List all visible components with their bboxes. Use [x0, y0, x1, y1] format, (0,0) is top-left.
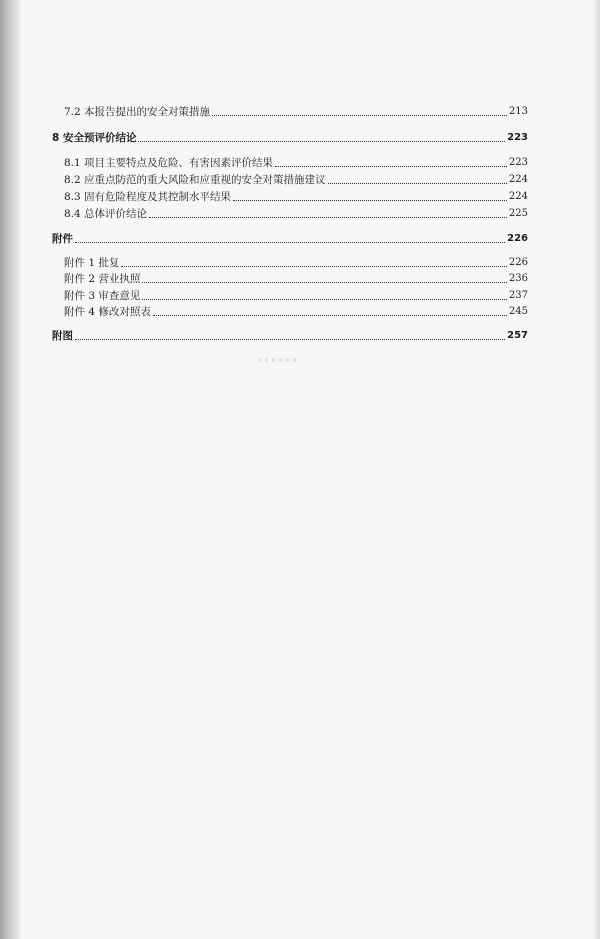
toc-entry-appendix-1[interactable]	[64, 256, 528, 270]
toc-entry-label: 8.1 项目主要特点及危险、有害因素评价结果	[64, 157, 274, 169]
toc-entry-8[interactable]	[52, 131, 528, 145]
toc-entry-label: 附件 3 审查意见	[64, 290, 141, 302]
toc-entry-8-4[interactable]	[64, 207, 528, 221]
dot-leader	[75, 242, 505, 243]
toc-entry-8-1[interactable]	[64, 156, 528, 170]
toc-entry-page: 236	[508, 273, 528, 284]
scan-edge-shadow	[0, 0, 22, 939]
toc-entry-label: 8.3 固有危险程度及其控制水平结果	[64, 191, 232, 203]
toc-entry-appendix-4[interactable]	[64, 305, 528, 319]
toc-entry-8-3[interactable]	[64, 190, 528, 204]
dot-leader	[138, 141, 505, 142]
dot-leader	[121, 266, 507, 267]
toc-entry-label: 8.2 应重点防范的重大风险和应重视的安全对策措施建议	[64, 174, 326, 186]
dot-leader	[153, 315, 507, 316]
toc-entry-page: 226	[508, 257, 528, 268]
toc-entry-page: 223	[508, 157, 528, 168]
toc-entry-page: 213	[508, 106, 528, 117]
dot-leader	[142, 299, 507, 300]
dot-leader	[233, 200, 507, 201]
dot-leader	[212, 115, 507, 116]
toc-entry-page: 225	[508, 208, 528, 219]
toc-entry-8-2[interactable]	[64, 173, 528, 187]
toc-entry-appendix-2[interactable]	[64, 272, 528, 286]
dot-leader	[275, 166, 507, 167]
toc-entry-page: 245	[508, 306, 528, 317]
toc-entry-label: 附图	[52, 330, 73, 342]
dot-leader	[149, 217, 507, 218]
toc-entry-page: 224	[508, 174, 528, 185]
faint-scan-mark	[258, 358, 298, 362]
toc-entry-label: 附件 1 批复	[64, 257, 120, 269]
dot-leader	[75, 339, 505, 340]
toc-entry-figures[interactable]	[52, 329, 528, 343]
dot-leader	[328, 183, 507, 184]
toc-entry-page: 257	[507, 330, 528, 341]
table-of-contents	[52, 0, 528, 939]
dot-leader	[142, 282, 507, 283]
toc-entry-appendix[interactable]	[52, 232, 528, 246]
toc-entry-7-2[interactable]	[64, 105, 528, 119]
toc-entry-page: 226	[507, 233, 528, 244]
scan-right-edge	[592, 0, 600, 939]
toc-entry-label: 7.2 本报告提出的安全对策措施	[64, 106, 211, 118]
toc-entry-label: 附件 4 修改对照表	[64, 306, 151, 318]
toc-entry-label: 8 安全预评价结论	[52, 132, 137, 144]
toc-entry-page: 223	[507, 132, 528, 143]
toc-entry-label: 8.4 总体评价结论	[64, 208, 148, 220]
toc-entry-label: 附件 2 营业执照	[64, 273, 141, 285]
toc-entry-page: 224	[508, 191, 528, 202]
toc-entry-page: 237	[508, 290, 528, 301]
toc-entry-appendix-3[interactable]	[64, 289, 528, 303]
toc-entry-label: 附件	[52, 233, 73, 245]
